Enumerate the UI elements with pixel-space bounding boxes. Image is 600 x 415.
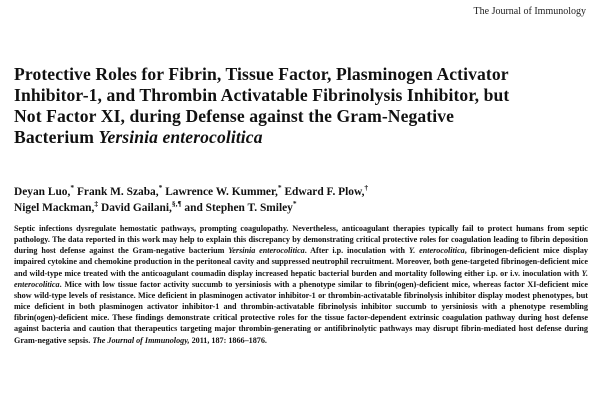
abstract-text-2: . After i.p. inoculation with (304, 246, 409, 256)
author-name: Frank M. Szaba, (76, 186, 159, 198)
abstract-organism-3: Y. enterocolitica (14, 268, 588, 289)
author-affiliation-mark: * (70, 183, 75, 193)
abstract-text-1: Septic infections dysregulate hemostatic pathways, prompting coagulopathy. Nevertheless, anticoagulant therapies typically fail to protect humans from septic pathology. The data reported in this work may help to explain this discrepancy by demonstrating critical protective roles for coagulation leading to fibrin deposition during host defense against the Gram-negative bacterium (14, 224, 588, 256)
author-list (14, 184, 589, 216)
abstract-organism-1: Yersinia enterocolitica (228, 246, 305, 256)
author-affiliation-mark: † (364, 183, 369, 193)
article-title (14, 64, 514, 148)
journal-header: The Journal of Immunology (473, 6, 586, 17)
author-affiliation-mark: * (277, 183, 282, 193)
citation-journal: The Journal of Immunology, (92, 335, 190, 345)
abstract-text-3: , fibrinogen-deficient mice display impaired cytokine and chemokine production in the peritoneal cavity and suppressed neutrophil recruitment. Moreover, both gene-targeted fibrinogen-deficient mice and wild-type mice treated with the anticoagulant coumadin display increased hepatic bacterial burden and mortality following either i.p. or i.v. inoculation with (14, 246, 588, 278)
title-organism: Yersinia enterocolitica (98, 127, 263, 147)
author-affiliation-mark: * (158, 183, 163, 193)
author-name: Deyan Luo, (14, 186, 71, 198)
author-name: Lawrence W. Kummer, (165, 186, 278, 198)
author-name: and Stephen T. Smiley (184, 202, 293, 214)
abstract-organism-2: Y. enterocolitica (408, 246, 465, 256)
citation-details: 2011, 187: 1866–1876. (189, 335, 267, 345)
title-text: Protective Roles for Fibrin, Tissue Factor, Plasminogen Activator Inhibitor-1, and Thrombin Activatable Fibrinolysis Inhibitor, but Not Factor XI, during Defense against the Gram-Negative Bacterium (14, 64, 510, 147)
author-name: Edward F. Plow, (284, 186, 365, 198)
author-affiliation-mark: §,¶ (171, 199, 182, 209)
author-affiliation-mark: * (292, 199, 297, 209)
author-affiliation-mark: ‡ (94, 199, 99, 209)
abstract (14, 223, 588, 346)
abstract-text-4: . Mice with low tissue factor activity succumb to yersiniosis with a phenotype similar to fibrin(ogen)-deficient mice, whereas factor XI-deficient mice show wild-type levels of resistance. Mice deficient in plasminogen activator inhibitor-1 or thrombin-activatable fibrinolysis inhibitor display modest phenotypes, but mice deficient in both plasminogen activator inhibitor-1 and thrombin-activatable fibrinolysis inhibitor succumb to yersiniosis with a phenotype resembling fibrin(ogen)-deficient mice. These findings demonstrate critical protective roles for the tissue factor-dependent extrinsic coagulation pathway during host defense against bacteria and caution that therapeutics targeting major thrombin-generating or antifibrinolytic pathways may disrupt fibrin-mediated host defense during Gram-negative sepsis. (14, 279, 588, 345)
author-name: David Gailani, (100, 202, 172, 214)
author-name: Nigel Mackman, (14, 202, 95, 214)
